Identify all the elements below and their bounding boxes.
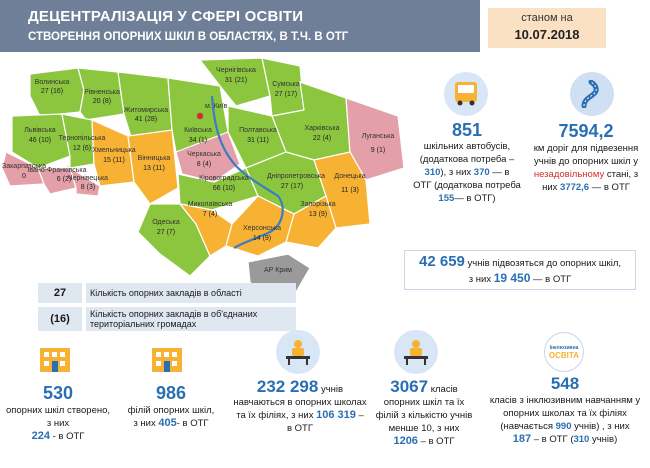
ukraine-map: [0, 56, 420, 304]
page-subtitle: СТВОРЕННЯ ОПОРНИХ ШКІЛ В ОБЛАСТЯХ, В Т.Ч. В ОТГ: [28, 31, 349, 43]
label-dnipropetrovska: Дніпропетровська: [266, 173, 326, 180]
roads-line3: незадовільному стані, з: [533, 169, 639, 180]
legend-box-1: 27: [38, 283, 82, 303]
classes-number-line: 3067 класів: [390, 377, 458, 396]
buses-line5: 155— в ОТГ): [438, 193, 496, 204]
date-label: станом на: [521, 12, 573, 24]
label-zhytomyrska: Житомирська: [123, 107, 169, 114]
label-luhanska: Луганська: [361, 133, 395, 140]
value-kirovohradska: 66 (10): [212, 185, 236, 192]
label-ternopilska: Тернопільська: [58, 135, 106, 142]
value-mykolaivska: 7 (4): [202, 211, 218, 218]
label-khmelnytska: Хмельницька: [92, 147, 136, 154]
value-khmelnytska: 15 (11): [103, 157, 125, 164]
schools-stat: [0, 382, 116, 443]
roads-number: 7594,2: [558, 121, 614, 141]
value-chernihivska: 31 (21): [224, 77, 248, 84]
region-zhytomyrska: [118, 72, 172, 140]
branches-line1: філій опорних шкіл,: [127, 405, 215, 416]
value-cherkaska: 8 (4): [196, 161, 212, 168]
value-vinnytska: 13 (11): [143, 165, 165, 172]
page-title: ДЕЦЕНТРАЛІЗАЦІЯ У СФЕРІ ОСВІТИ: [28, 8, 304, 25]
students-line3: в ОТГ: [286, 423, 314, 434]
label-chernihivska: Чернігівська: [216, 67, 256, 74]
inclusive-number: 548: [550, 374, 580, 393]
label-crimea: АР Крим: [264, 267, 292, 274]
label-volynska: Волинська: [34, 79, 70, 86]
schools-line3: 224 - в ОТГ: [31, 430, 85, 442]
schools-line1: опорних шкіл створено,: [5, 405, 111, 416]
label-odeska: Одеська: [152, 219, 180, 226]
inclusive-line3: (навчається 990 учнів) , з них: [500, 421, 630, 432]
value-zhytomyrska: 41 (28): [134, 116, 158, 123]
students-number-line: 232 298 учнів: [256, 377, 344, 396]
label-cherkaska: Черкаська: [187, 151, 221, 158]
roads-line4: них 3772,6 — в ОТГ: [542, 182, 630, 193]
value-zakarpatska: 0: [22, 173, 26, 180]
buses-line4: ОТГ (додаткова потреба: [413, 180, 521, 191]
label-zaporizka: Запорізька: [300, 201, 336, 208]
value-donetska: 11 (3): [341, 187, 359, 194]
schools-number: 530: [42, 383, 74, 403]
branches-line2: з них 405- в ОТГ: [133, 417, 209, 429]
school-building-icon: [38, 344, 72, 374]
students-stat: [232, 377, 368, 435]
date-badge: [488, 8, 606, 48]
label-lvivska: Львівська: [24, 127, 56, 134]
road-icon: [578, 80, 606, 108]
value-chernivetska: 8 (3): [80, 184, 96, 191]
pupils-transport-line1: 42 659 учнів підвозяться до опорних шкіл,: [419, 253, 621, 270]
label-kyiv-city: м. Київ: [205, 103, 228, 110]
value-ternopilska: 12 (6): [72, 145, 92, 152]
pupils-transport-line2: з них 19 450 — в ОТГ: [468, 271, 572, 285]
inclusive-line4: 187 – в ОТГ (310 учнів): [512, 433, 618, 445]
label-donetska: Донецька: [334, 173, 366, 180]
branches-number: 986: [155, 383, 187, 403]
branch-building-icon: [150, 344, 184, 374]
value-luhanska: 9 (1): [370, 147, 386, 154]
schools-line2: з них: [46, 418, 70, 429]
roads-stat: [522, 120, 650, 194]
label-sumska: Сумська: [272, 81, 300, 88]
label-kyivska: Київська: [184, 127, 212, 134]
class-desk-icon: [401, 336, 431, 366]
value-khersonska: 14 (9): [252, 235, 272, 242]
value-poltavska: 31 (11): [247, 137, 269, 144]
date-value: 10.07.2018: [514, 27, 580, 42]
value-zaporizka: 13 (9): [308, 211, 328, 218]
value-kyivska: 34 (1): [188, 137, 208, 144]
buses-stat: [404, 120, 530, 205]
inclusive-education-logo: [544, 332, 584, 372]
label-mykolaivska: Миколаївська: [187, 201, 233, 208]
logo-top-text: Інклюзивна: [549, 345, 579, 351]
value-rivnenska: 20 (8): [92, 98, 112, 105]
students-line2: та їх філіях, з них 106 319 –: [236, 409, 364, 421]
value-odeska: 27 (7): [156, 229, 176, 236]
classes-line4: 1206 – в ОТГ: [393, 435, 455, 447]
value-volynska: 27 (16): [40, 88, 64, 95]
label-zakarpatska: Закарпатська: [1, 163, 47, 170]
legend-text-1: Кількість опорних закладів в області: [86, 283, 296, 303]
classes-line1: опорних шкіл та їх: [383, 397, 465, 408]
buses-line1: шкільних автобусів,: [423, 141, 511, 152]
value-lvivska: 46 (10): [28, 137, 52, 144]
logo-bottom-text: ОСВІТА: [548, 351, 580, 360]
label-ivano-frankivska: Івано-Франківська: [27, 167, 87, 174]
legend-text-2: Кількість опорних закладів в об'єднаних територіальних громадах: [86, 307, 296, 331]
label-poltavska: Полтавська: [239, 127, 277, 134]
buses-line2: (додаткова потреба –: [419, 154, 515, 165]
branches-stat: [112, 382, 230, 430]
roads-line1: км доріг для підвезення: [533, 143, 639, 154]
label-kirovohradska: Кіровоградська: [199, 175, 249, 182]
label-vinnytska: Вінницька: [137, 155, 171, 162]
label-rivnenska: Рівненська: [84, 89, 120, 96]
kyiv-marker-icon: [197, 113, 203, 119]
value-sumska: 27 (17): [274, 91, 298, 98]
buses-number: 851: [451, 120, 483, 140]
label-chernivetska: Чернівецька: [67, 175, 109, 182]
value-kharkivska: 22 (4): [312, 135, 332, 142]
label-kharkivska: Харківська: [304, 125, 340, 132]
inclusive-stat: [480, 374, 650, 446]
student-desk-icon: [283, 336, 313, 366]
bus-icon: [452, 80, 480, 108]
label-khersonska: Херсонська: [242, 225, 282, 232]
classes-line3: менше 10, з них: [388, 423, 460, 434]
inclusive-line2: опорних школах та їх філіях: [503, 408, 627, 419]
roads-line2: учнів до опорних шкіл у: [534, 156, 638, 167]
pupils-transport-box: [404, 250, 636, 290]
inclusive-line1: класів з інклюзивним навчанням у: [489, 395, 641, 406]
value-dnipropetrovska: 27 (17): [280, 183, 304, 190]
legend-box-2: (16): [38, 307, 82, 331]
buses-line3: 310), з них 370 — в: [424, 167, 510, 178]
classes-line2: філій з кількістю учнів: [375, 410, 473, 421]
header-banner: [0, 0, 480, 52]
value-ivano-frankivska: 6 (2): [56, 176, 72, 183]
students-line1: навчаються в опорних школах: [233, 397, 367, 408]
classes-stat: [370, 377, 478, 448]
